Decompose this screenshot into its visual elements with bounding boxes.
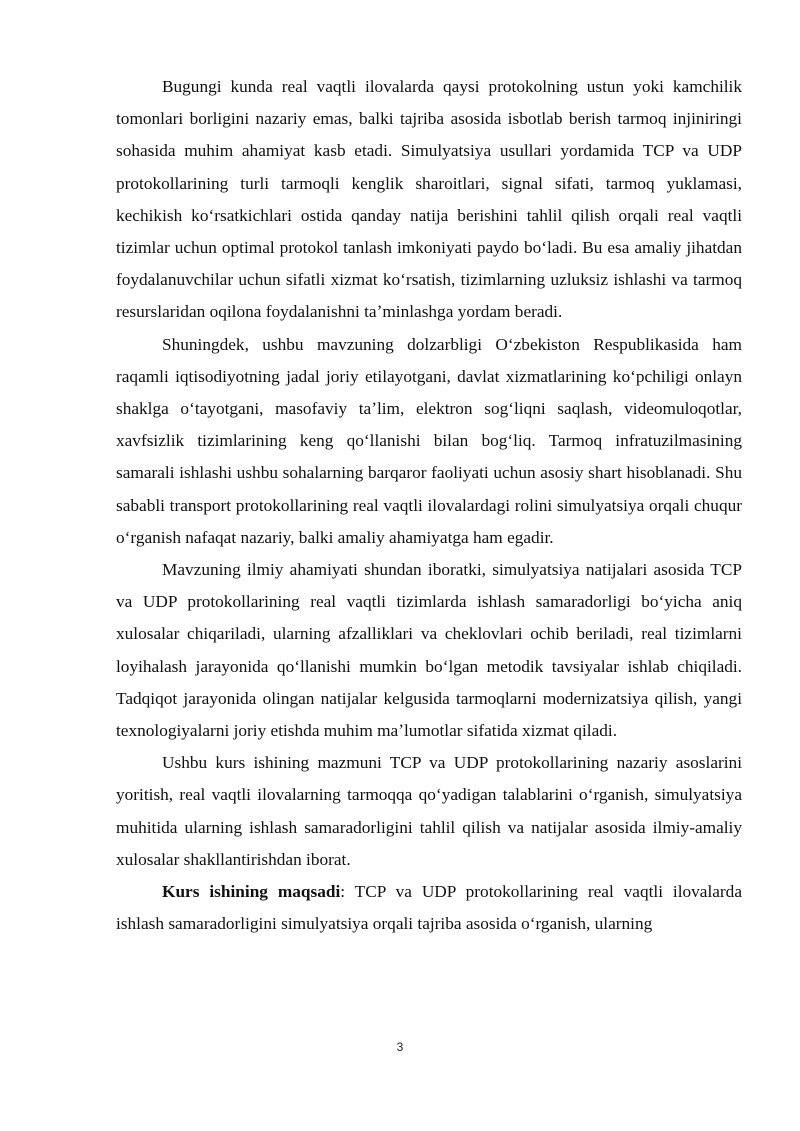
paragraph-relevance-uzbekistan: Shuningdek, ushbu mavzuning dolzarbligi Oʻzbekiston Respublikasida ham raqamli iqtisodiyotning jadal joriy etilayotgani, davlat xizmatlarining koʻpchiligi onlayn shaklga oʻtayotgani, masofaviy taʼlim, elektron sogʻliqni saqlash, videomuloqotlar, xavfsizlik tizimlarining keng qoʻllanishi bilan bogʻliq. Tarmoq infratuzilmasining samarali ishlashi ushbu sohalarning barqaror faoliyati uchun asosiy shart hisoblanadi. Shu sababli transport protokollarining real vaqtli ilovalardagi rolini simulyatsiya orqali chuqur oʻrganish nafaqat nazariy, balki amaliy ahamiyatga ham egadir. [116,334,742,547]
paragraph-relevance-practice: Bugungi kunda real vaqtli ilovalarda qaysi protokolning ustun yoki kamchilik tomonlari borligini nazariy emas, balki tajriba asosida isbotlab berish tarmoq injiniringi sohasida muhim ahamiyat kasb etadi. Simulyatsiya usullari yordamida TCP va UDP protokollarining turli tarmoqli kenglik sharoitlari, signal sifati, tarmoq yuklamasi, kechikish koʻrsatkichlari ostida qanday natija berishini tahlil qilish orqali real vaqtli tizimlar uchun optimal protokol tanlash imkoniyati paydo boʻladi. Bu esa amaliy jihatdan foydalanuvchilar uchun sifatli xizmat koʻrsatish, tizimlarning uzluksiz ishlashi va tarmoq resurslaridan oqilona foydalanishni taʼminlashga yordam beradi. [116,77,742,322]
document-body [116,71,742,940]
goal-separator: : [340,882,346,902]
paragraph-course-goal [116,876,742,940]
paragraph-course-content: Ushbu kurs ishining mazmuni TCP va UDP protokollarining nazariy asoslarini yoritish, real vaqtli ilovalarning tarmoqqa qoʻyadigan talablarini oʻrganish, simulyatsiya muhitida ularning ishlash samaradorligini tahlil qilish va natijalar asosida ilmiy-amaliy xulosalar shakllantirishdan iborat. [116,753,742,869]
goal-text: TCP va UDP protokollarining real vaqtli ilovalarda ishlash samaradorligini simulyatsiya orqali tajriba asosida oʻrganish, ularning [116,882,742,934]
page-number: 3 [396,1040,404,1054]
goal-heading: Kurs ishining maqsadi [162,882,341,902]
paragraph-scientific-significance: Mavzuning ilmiy ahamiyati shundan iboratki, simulyatsiya natijalari asosida TCP va UDP protokollarining real vaqtli tizimlarda ishlash samaradorligi boʻyicha aniq xulosalar chiqariladi, ularning afzalliklari va cheklovlari ochib beriladi, real tizimlarni loyihalash jarayonida qoʻllanishi mumkin boʻlgan metodik tavsiyalar ishlab chiqiladi. Tadqiqot jarayonida olingan natijalar kelgusida tarmoqlarni modernizatsiya qilish, yangi texnologiyalarni joriy etishda muhim maʼlumotlar sifatida xizmat qiladi. [116,560,742,741]
